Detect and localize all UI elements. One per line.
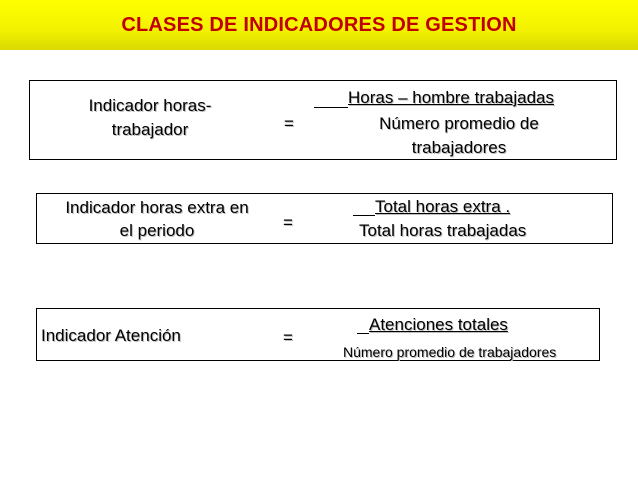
numerator: Total horas extra . [375, 197, 511, 216]
denominator-line1: Número promedio de [379, 114, 539, 133]
indicator-box-horas-trabajador [29, 80, 617, 160]
equals-sign: = [284, 114, 294, 133]
denominator: Total horas trabajadas [359, 221, 527, 240]
numerator: Atenciones totales [369, 315, 508, 334]
numerator: Horas – hombre trabajadas [348, 88, 555, 107]
fraction-underline [357, 333, 369, 334]
equals-sign: = [283, 328, 293, 347]
page-title: CLASES DE INDICADORES DE GESTION [121, 13, 517, 36]
indicator-box-horas-extra [36, 193, 613, 244]
indicator-name-line2: trabajador [111, 120, 189, 139]
indicator-box-atencion [36, 308, 600, 361]
fraction-underline [353, 215, 375, 216]
denominator: Número promedio de trabajadores [343, 344, 557, 360]
equals-sign: = [283, 213, 293, 232]
indicator-name: Indicador Atención [41, 326, 181, 345]
fraction-underline [314, 107, 348, 108]
indicator-name-line2: el periodo [119, 221, 195, 240]
indicator-name-line1: Indicador horas extra en [65, 198, 249, 217]
indicator-name-line1: Indicador horas- [88, 96, 212, 115]
title-bar [0, 0, 638, 50]
denominator-line2: trabajadores [411, 138, 507, 157]
